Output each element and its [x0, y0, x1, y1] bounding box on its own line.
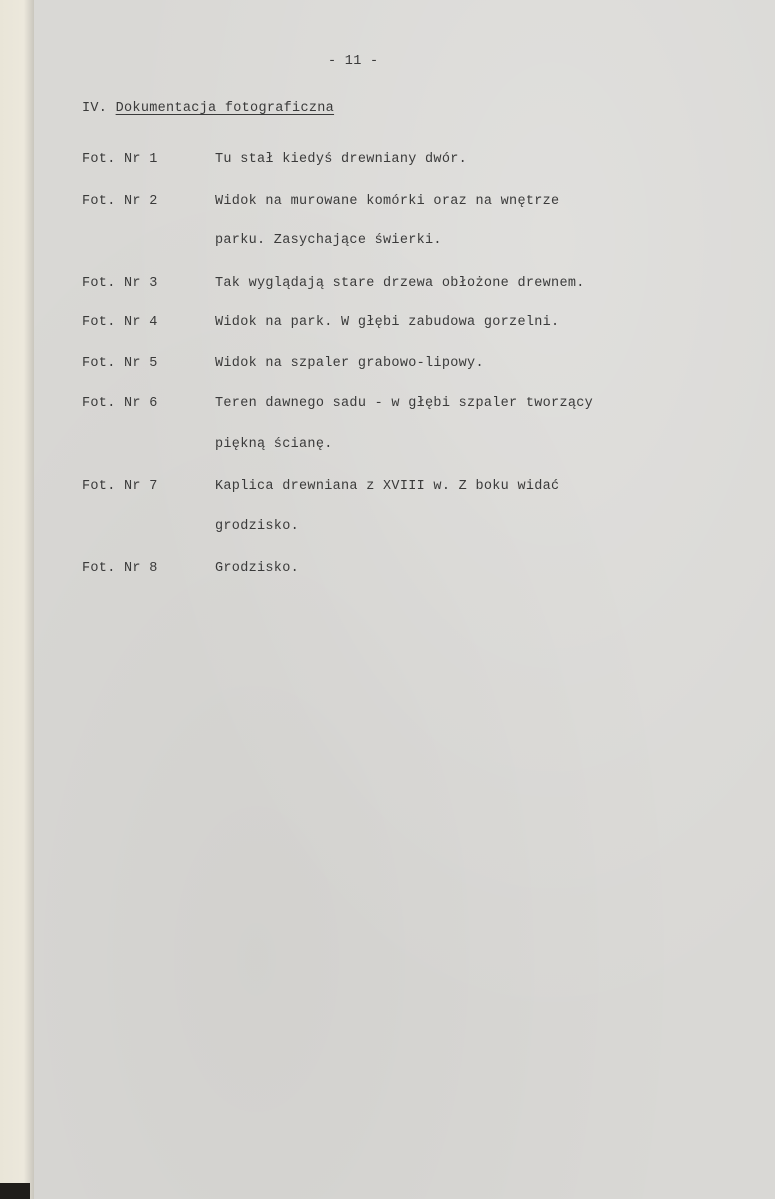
photo-caption: Teren dawnego sadu - w głębi szpaler tworzący: [215, 396, 594, 411]
photo-caption: Grodzisko.: [215, 561, 300, 576]
scanner-background-corner: [0, 1183, 30, 1199]
photo-label: Fot. Nr 4: [82, 315, 158, 330]
photo-label: Fot. Nr 2: [82, 194, 158, 209]
photo-caption-continued: grodzisko.: [215, 519, 300, 534]
section-heading: [82, 101, 334, 116]
left-page-edge: [0, 0, 34, 1199]
photo-label: Fot. Nr 1: [82, 152, 158, 167]
photo-caption: Kaplica drewniana z XVIII w. Z boku widać: [215, 479, 560, 494]
photo-caption: Tak wyglądają stare drzewa obłożone drewnem.: [215, 276, 585, 291]
paper-sheet: [34, 0, 775, 1199]
photo-label: Fot. Nr 3: [82, 276, 158, 291]
section-numeral: IV.: [82, 101, 108, 116]
photo-caption-continued: parku. Zasychające świerki.: [215, 233, 442, 248]
photo-caption-continued: piękną ścianę.: [215, 437, 333, 452]
page-number: - 11 -: [328, 54, 379, 69]
photo-caption: Widok na murowane komórki oraz na wnętrze: [215, 194, 560, 209]
photo-label: Fot. Nr 5: [82, 356, 158, 371]
photo-caption: Widok na szpaler grabowo-lipowy.: [215, 356, 484, 371]
photo-label: Fot. Nr 6: [82, 396, 158, 411]
photo-caption: Widok na park. W głębi zabudowa gorzelni.: [215, 315, 560, 330]
photo-label: Fot. Nr 8: [82, 561, 158, 576]
photo-label: Fot. Nr 7: [82, 479, 158, 494]
photo-caption: Tu stał kiedyś drewniany dwór.: [215, 152, 468, 167]
section-title: Dokumentacja fotograficzna: [115, 101, 335, 116]
